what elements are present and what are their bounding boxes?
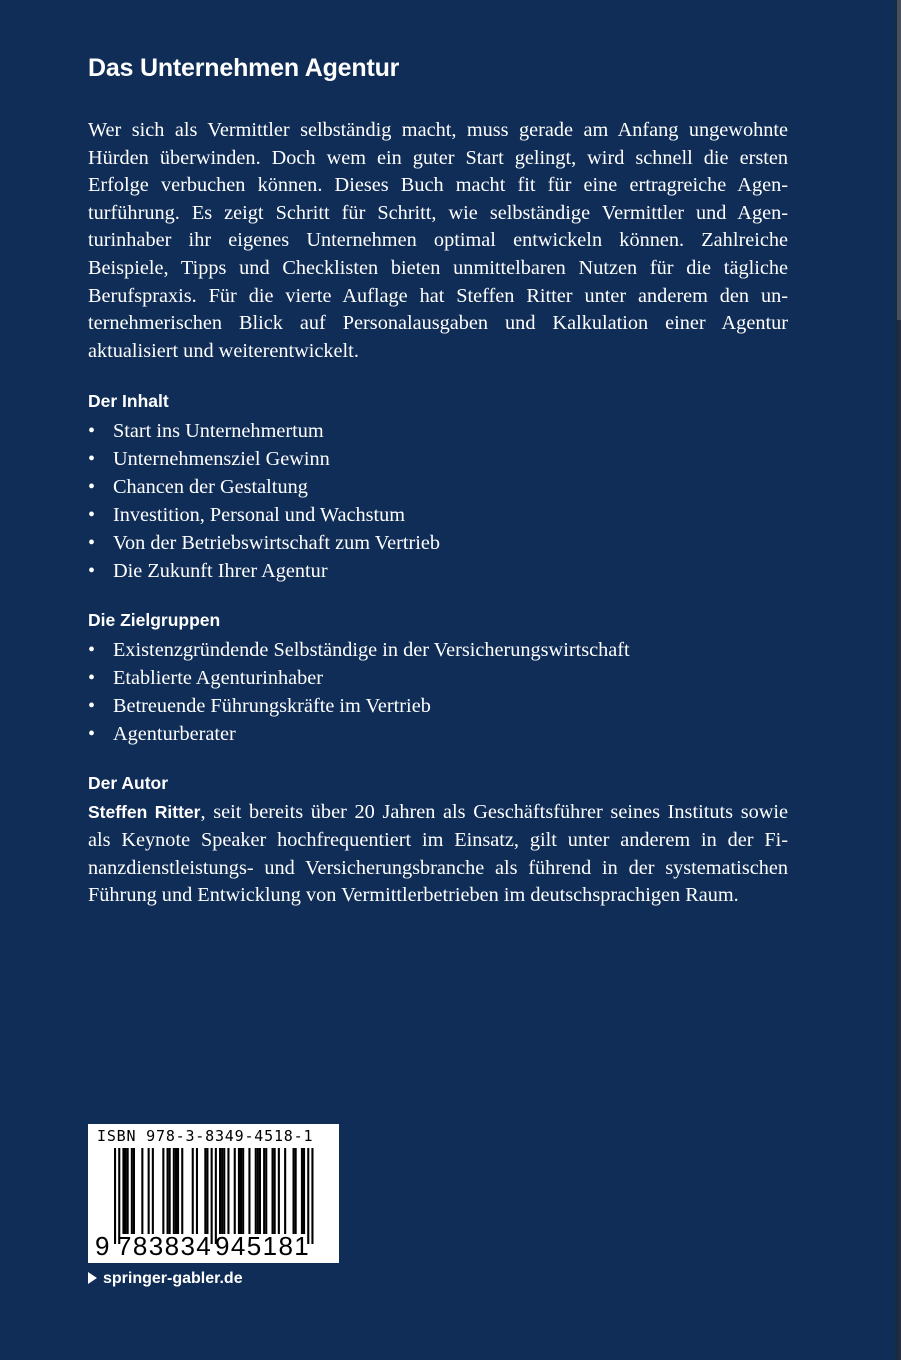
bullet-icon: •	[88, 723, 96, 746]
ean-first-digit: 9	[95, 1231, 110, 1261]
intro-paragraph	[88, 117, 788, 365]
bullet-icon: •	[88, 667, 96, 690]
barcode-bar	[177, 1148, 179, 1234]
intro-line: ternehmerischen Blick auf Personalausgaben und Kalkulation einer Agentur	[88, 312, 788, 335]
barcode-bar	[223, 1148, 225, 1234]
barcode-bar	[122, 1148, 124, 1234]
barcode-bar	[148, 1148, 150, 1234]
barcode-bar	[167, 1148, 169, 1234]
barcode-bar	[173, 1148, 175, 1234]
contents-item-label: Start ins Unternehmertum	[113, 420, 324, 443]
intro-line: Hürden überwinden. Doch wem ein guter Start gelingt, wird schnell die ersten	[88, 146, 788, 169]
contents-item	[88, 501, 788, 529]
triangle-arrow-icon	[88, 1272, 97, 1284]
barcode-bar	[125, 1148, 127, 1234]
barcode-bar	[219, 1148, 221, 1234]
bullet-icon: •	[88, 695, 96, 718]
isbn-barcode	[88, 1124, 339, 1263]
bullet-icon: •	[88, 532, 96, 555]
bullet-icon: •	[88, 560, 96, 583]
intro-line: Berufspraxis. Für die vierte Auflage hat Steffen Ritter unter anderem den un-	[88, 284, 788, 307]
book-title: Das Unternehmen Agentur	[88, 54, 400, 82]
contents-item	[88, 473, 788, 501]
barcode-bar	[192, 1148, 194, 1234]
barcode-bar	[263, 1148, 265, 1234]
bullet-icon: •	[88, 420, 96, 443]
barcode-bar	[272, 1148, 274, 1234]
bullet-icon: •	[88, 476, 96, 499]
intro-line: aktualisiert und weiterentwickelt.	[88, 339, 359, 362]
target-groups-list	[88, 636, 788, 748]
intro-line: turführung. Es zeigt Schritt für Schritt, wie selbständige Vermittler und Agen-	[88, 201, 788, 224]
intro-line: Wer sich als Vermittler selbständig macht, muss gerade am Anfang ungewohnte	[88, 119, 788, 141]
back-cover-content	[88, 48, 788, 910]
intro-line: turinhaber ihr eigenes Unternehmen optimal entwickeln können. Zahlreiche	[88, 229, 788, 252]
author-bio	[88, 799, 788, 909]
bullet-icon: •	[88, 504, 96, 527]
barcode-bar	[234, 1148, 236, 1234]
spine-mark	[897, 0, 901, 320]
contents-item-label: Chancen der Gestaltung	[113, 476, 308, 499]
barcode-bar	[141, 1148, 143, 1234]
barcode-bar	[206, 1148, 208, 1234]
target-group-item	[88, 636, 788, 664]
barcode-guard-bar	[211, 1148, 213, 1244]
author-bio-line	[88, 799, 788, 827]
barcode-bar	[162, 1148, 164, 1234]
barcode-bar	[181, 1148, 183, 1234]
barcode-bar	[293, 1148, 295, 1234]
target-group-item	[88, 720, 788, 748]
author-bio-line-rest: , seit bereits über 20 Jahren als Geschäftsführer seines Instituts sowie	[200, 801, 789, 824]
isbn-label: ISBN 978-3-8349-4518-1	[97, 1127, 314, 1145]
author-bio-line: als Keynote Speaker hochfrequentiert im Einsatz, gilt unter anderem in der Fi-	[88, 828, 788, 851]
target-group-label: Betreuende Führungskräfte im Vertrieb	[113, 695, 431, 718]
target-group-label: Existenzgründende Selbständige in der Versicherungswirtschaft	[113, 639, 630, 662]
barcode-bar	[295, 1148, 297, 1234]
barcode-bar	[240, 1148, 242, 1234]
contents-item-label: Die Zukunft Ihrer Agentur	[113, 560, 328, 583]
barcode-bar	[175, 1148, 177, 1234]
contents-item	[88, 445, 788, 473]
author-name: Steffen Ritter	[88, 802, 201, 823]
contents-item	[88, 417, 788, 445]
website-label: springer-gabler.de	[103, 1270, 243, 1287]
barcode-bar	[274, 1148, 276, 1234]
target-group-item	[88, 692, 788, 720]
barcode-bar	[127, 1148, 129, 1234]
intro-line: Beispiele, Tipps und Checklisten bieten unmittelbaren Nutzen für die tägliche	[88, 256, 788, 279]
target-group-label: Agenturberater	[113, 723, 236, 746]
barcode-guard-bar	[307, 1148, 309, 1244]
barcode-bar	[238, 1148, 240, 1234]
target-group-label: Etablierte Agenturinhaber	[113, 667, 324, 690]
barcode-guard-bar	[118, 1148, 120, 1244]
barcode-bar	[303, 1148, 305, 1234]
contents-heading: Der Inhalt	[88, 391, 169, 412]
publisher-website[interactable]	[88, 1268, 243, 1290]
author-bio-line: nanzdienstleistungs- und Versicherungsbranche als führend in der systematischen	[88, 856, 788, 879]
contents-item-label: Unternehmensziel Gewinn	[113, 448, 330, 471]
bullet-icon: •	[88, 639, 96, 662]
barcode-bar	[259, 1148, 261, 1234]
ean-right-group: 945181	[215, 1231, 311, 1261]
barcode-bar	[131, 1148, 133, 1234]
contents-item-label: Von der Betriebswirtschaft zum Vertrieb	[113, 532, 441, 555]
target-group-item	[88, 664, 788, 692]
barcode-bar	[133, 1148, 135, 1234]
contents-item	[88, 557, 788, 585]
barcode-bar	[265, 1148, 267, 1234]
barcode-bar	[169, 1148, 171, 1234]
barcode-bar	[284, 1148, 286, 1234]
barcode-guard-bar	[311, 1148, 313, 1244]
author-bio-line: Führung und Entwicklung von Vermittlerbetrieben im deutschsprachigen Raum.	[88, 884, 739, 907]
barcode-bar	[152, 1148, 154, 1234]
contents-list	[88, 417, 788, 585]
intro-line: Erfolge verbuchen können. Dieses Buch macht fit für eine ertragreiche Agen-	[88, 174, 788, 197]
author-heading: Der Autor	[88, 773, 169, 794]
barcode-guard-bar	[114, 1148, 116, 1244]
barcode-bar	[278, 1148, 280, 1234]
contents-item	[88, 529, 788, 557]
barcode-bar	[196, 1148, 198, 1234]
contents-item-label: Investition, Personal und Wachstum	[113, 504, 406, 527]
ean-left-group: 783834	[117, 1231, 213, 1261]
barcode-bar	[255, 1148, 257, 1234]
barcode-bar	[227, 1148, 229, 1234]
barcode-guard-bar	[215, 1148, 217, 1244]
bullet-icon: •	[88, 448, 96, 471]
barcode-bar	[242, 1148, 244, 1234]
barcode-bar	[301, 1148, 303, 1234]
target-groups-heading: Die Zielgruppen	[88, 610, 221, 631]
barcode-bar	[257, 1148, 259, 1234]
barcode-bar	[221, 1148, 223, 1234]
barcode-bar	[248, 1148, 250, 1234]
barcode-bar	[204, 1148, 206, 1234]
